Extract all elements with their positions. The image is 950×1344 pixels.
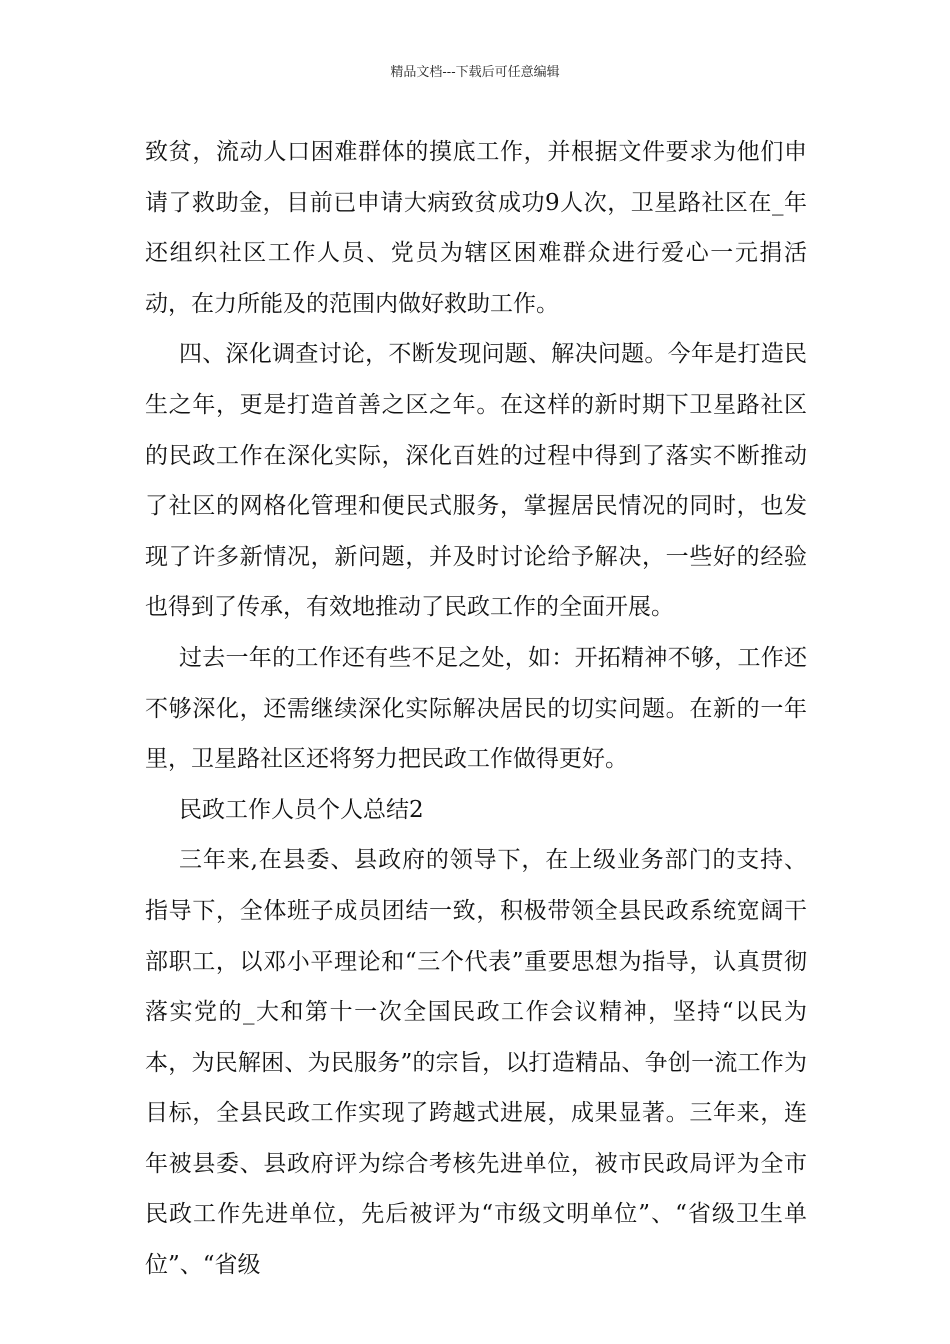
document-body — [145, 127, 807, 1291]
paragraph-section-four: 四、深化调查讨论，不断发现问题、解决问题。今年是打造民生之年，更是打造首善之区之年。在这样的新时期下卫星路社区的民政工作在深化实际，深化百姓的过程中得到了落实不断推动了社区的网格化管理和便民式服务，掌握居民情况的同时，也发现了许多新情况，新问题，并及时讨论给予解决，一些好的经验也得到了传承，有效地推动了民政工作的全面开展。 — [145, 341, 807, 621]
paragraph-three-years: 三年来,在县委、县政府的领导下，在上级业务部门的支持、指导下，全体班子成员团结一致，积极带领全县民政系统宽阔干部职工，以邓小平理论和“三个代表”重要思想为指导，认真贯彻落实党的_大和第十一次全国民政工作会议精神，坚持“以民为本，为民解困、为民服务”的宗旨，以打造精品、争创一流工作为目标，全县民政工作实现了跨越式进展，成果显著。三年来，连年被县委、县政府评为综合考核先进单位，被市民政局评为全市民政工作先进单位，先后被评为“市级文明单位”、“省级卫生单位”、“省级 — [145, 847, 807, 1279]
paragraph-continuation: 致贫，流动人口困难群体的摸底工作，并根据文件要求为他们申请了救助金，目前已申请大病致贫成功9人次，卫星路社区在_年还组织社区工作人员、党员为辖区困难群众进行爱心一元捐活动，在力所能及的范围内做好救助工作。 — [145, 139, 807, 317]
section-heading: 民政工作人员个人总结2 — [179, 796, 424, 823]
paragraph-shortcomings: 过去一年的工作还有些不足之处，如：开拓精神不够，工作还不够深化，还需继续深化实际解决居民的切实问题。在新的一年里，卫星路社区还将努力把民政工作做得更好。 — [145, 644, 807, 773]
page-header: 精品文档---下载后可任意编辑 — [390, 65, 560, 80]
